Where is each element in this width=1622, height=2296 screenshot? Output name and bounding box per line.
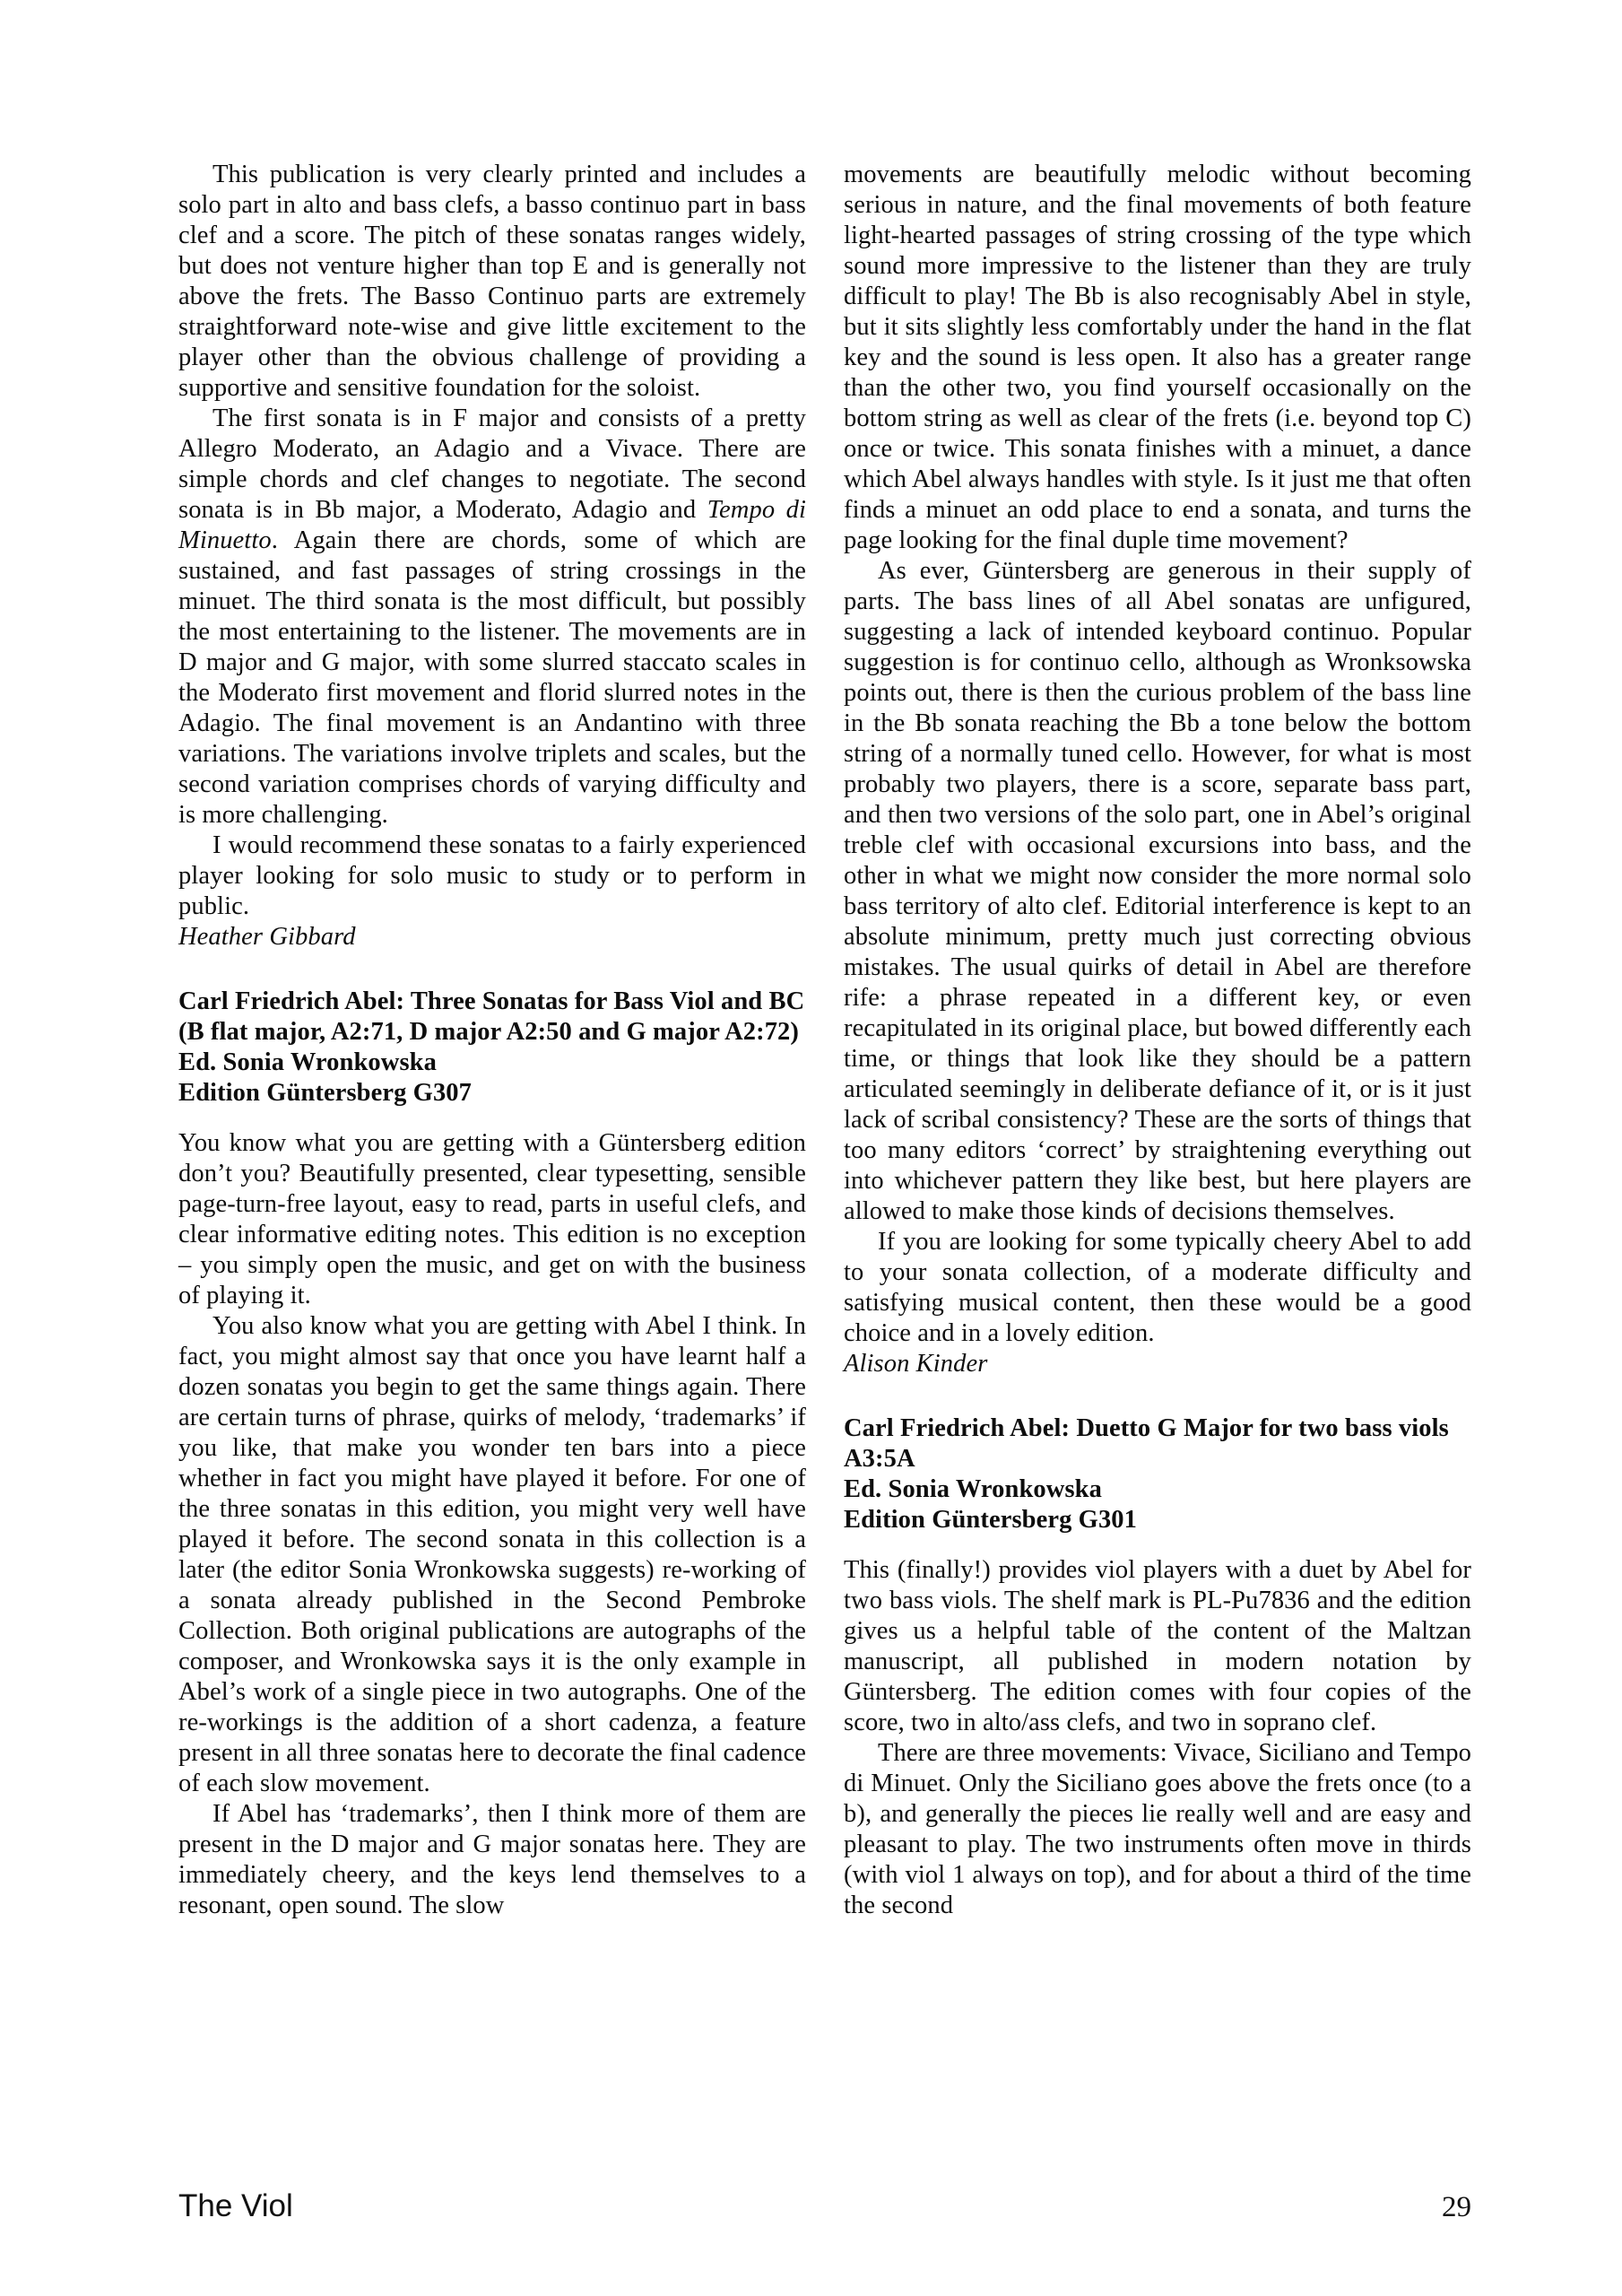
text-run: As ever, Güntersberg are generous in their supply of parts. The bass lines of all Abel sonatas are unfigured, suggesting a lack of intended keyboard continuo. Popular suggestion is for continuo cello, although as Wronksowska points out, there is then the curious problem of the bass line in the Bb sonata reaching the Bb a tone below the bottom string of a normally tuned cello. However, for what is most probably two players, there is a score, separate bass part, and then two versions of the solo part, one in Abel’s original treble clef with occasional excursions into bass, and the other in what we might now consider the more normal solo bass territory of alto clef. Editorial interference is kept to an absolute minimum, pretty much just correcting obvious mistakes. The usual quirks of detail in Abel are therefore rife: a phrase repeated in a different key, or even recapitulated in its original place, but bowed differently each time, or things that look like they should be a pattern articulated seemingly in deliberate defiance of it, or is it just lack of scribal consistency? These are the sorts of things that too many editors ‘correct’ by straightening everything out into whichever pattern they like best, but here players are allowed to make those kinds of decisions themselves. — [844, 557, 1471, 1225]
text-run: . Again there are chords, some of which are sustained, and fast passages of string crossings in the minuet. The third sonata is the most difficult, but possibly the most entertaining to the listener. The movements are in D major and G major, with some slurred staccato scales in the Moderato first movement and florid slurred notes in the Adagio. The final movement is an Andantino with three variations. The variations involve triplets and scales, but the second variation comprises chords of varying difficulty and is more challenging. — [178, 526, 806, 829]
review-heading-line: Ed. Sonia Wronkowska — [844, 1475, 1102, 1503]
review-heading-line: Edition Güntersberg G301 — [844, 1506, 1138, 1534]
text-run: There are three movements: Vivace, Siciliano and Tempo di Minuet. Only the Siciliano goes above the frets once (to a b), and generally the pieces lie really well and are easy and pleasant to play. The two instruments often move in thirds (with viol 1 always on top), and for about a third of the time the second — [844, 1739, 1471, 1919]
review-paragraph — [178, 831, 806, 922]
text-run: If you are looking for some typically cheery Abel to add to your sonata collection, of a moderate difficulty and satisfying musical content, then these would be a good choice and in a lovely edition. — [844, 1228, 1471, 1347]
review-paragraph — [178, 1799, 806, 1921]
page-number: 29 — [1442, 2191, 1471, 2223]
review-paragraph — [178, 1128, 806, 1311]
text-run: You also know what you are getting with Abel I think. In fact, you might almost say that once you have learnt half a dozen sonatas you begin to get the same things again. There are certain turns of phrase, quirks of melody, ‘trademarks’ if you like, that make you wonder ten bars into a piece whether in fact you might have played it before. For one of the three sonatas in this edition, you might very well have played it before. The second sonata in this collection is a later (the editor Sonia Wronkowska suggests) re-working of a sonata already published in the Second Pembroke Collection. Both original publications are autographs of the composer, and Wronkowska says it is the only example in Abel’s work of a single piece in two autographs. One of the re-workings is the addition of a short cadenza, a feature present in all three sonatas here to decorate the final cadence of each slow movement. — [178, 1312, 806, 1797]
review-paragraph — [844, 1555, 1471, 1738]
review-heading — [178, 987, 806, 1109]
review-paragraph — [178, 160, 806, 404]
review-paragraph — [844, 1738, 1471, 1921]
left-column — [178, 160, 806, 1921]
review-heading-line: Edition Güntersberg G307 — [178, 1079, 473, 1107]
reviewer-signature: Heather Gibbard — [178, 923, 356, 951]
text-run: You know what you are getting with a Güntersberg edition don’t you? Beautifully presented, clear typesetting, sensible page-turn-free layout, easy to read, parts in useful clefs, and clear informative editing notes. This edition is no exception – you simply open the music, and get on with the business of playing it. — [178, 1129, 806, 1309]
review-heading-line: Carl Friedrich Abel: Duetto G Major for two bass viols A3:5A — [844, 1414, 1449, 1473]
text-run: This (finally!) provides viol players with a duet by Abel for two bass viols. The shelf mark is PL-Pu7836 and the edition gives us a helpful table of the content of the Maltzan manuscript, all published in modern notation by Güntersberg. The edition comes with four copies of the score, two in alto/ass clefs, and two in soprano clef. — [844, 1556, 1471, 1736]
review-paragraph — [178, 404, 806, 831]
text-run: If Abel has ‘trademarks’, then I think more of them are present in the D major and G major sonatas here. They are immediately cheery, and the keys lend themselves to a resonant, open sound. The slow — [178, 1800, 806, 1919]
italic-text-run: Tempo di Minuetto — [178, 496, 807, 554]
review-heading — [844, 1413, 1471, 1535]
reviewer-signature: Alison Kinder — [844, 1350, 988, 1378]
review-heading-line: Carl Friedrich Abel: Three Sonatas for Bass Viol and BC (B flat major, A2:71, D major A2:50 and G major A2:72) — [178, 987, 805, 1046]
text-run: movements are beautifully melodic without becoming serious in nature, and the final movements of both feature light-hearted passages of string crossing of the type which sound more impressive to the listener than they are truly difficult to play! The Bb is also recognisably Abel in style, but it sits slightly less comfortably under the hand in the flat key and the sound is less open. It also has a greater range than the other two, you find yourself occasionally on the bottom string as well as clear of the frets (i.e. beyond top C) once or twice. This sonata finishes with a minuet, a dance which Abel always handles with style. Is it just me that often finds a minuet an odd place to end a sonata, and turns the page looking for the final duple time movement? — [844, 161, 1471, 554]
text-run: The first sonata is in F major and consists of a pretty Allegro Moderato, an Adagio and a Vivace. There are simple chords and clef changes to negotiate. The second sonata is in Bb major, a Moderato, Adagio and — [178, 404, 806, 524]
review-paragraph — [844, 160, 1471, 556]
right-column — [844, 160, 1471, 1921]
review-heading-line: Ed. Sonia Wronkowska — [178, 1048, 437, 1076]
text-run: This publication is very clearly printed and includes a solo part in alto and bass clefs, a basso continuo part in bass clef and a score. The pitch of these sonatas ranges widely, but does not venture higher than top E and is generally not above the frets. The Basso Continuo parts are extremely straightforward note-wise and give little excitement to the player other than the obvious challenge of providing a supportive and sensitive foundation for the soloist. — [178, 161, 806, 402]
journal-name: The Viol — [178, 2188, 293, 2223]
page-footer — [178, 2188, 1471, 2224]
text-run: I would recommend these sonatas to a fairly experienced player looking for solo music to study or to perform in public. — [178, 831, 806, 920]
review-paragraph — [178, 1311, 806, 1799]
review-paragraph — [844, 556, 1471, 1227]
review-paragraph — [844, 1227, 1471, 1349]
